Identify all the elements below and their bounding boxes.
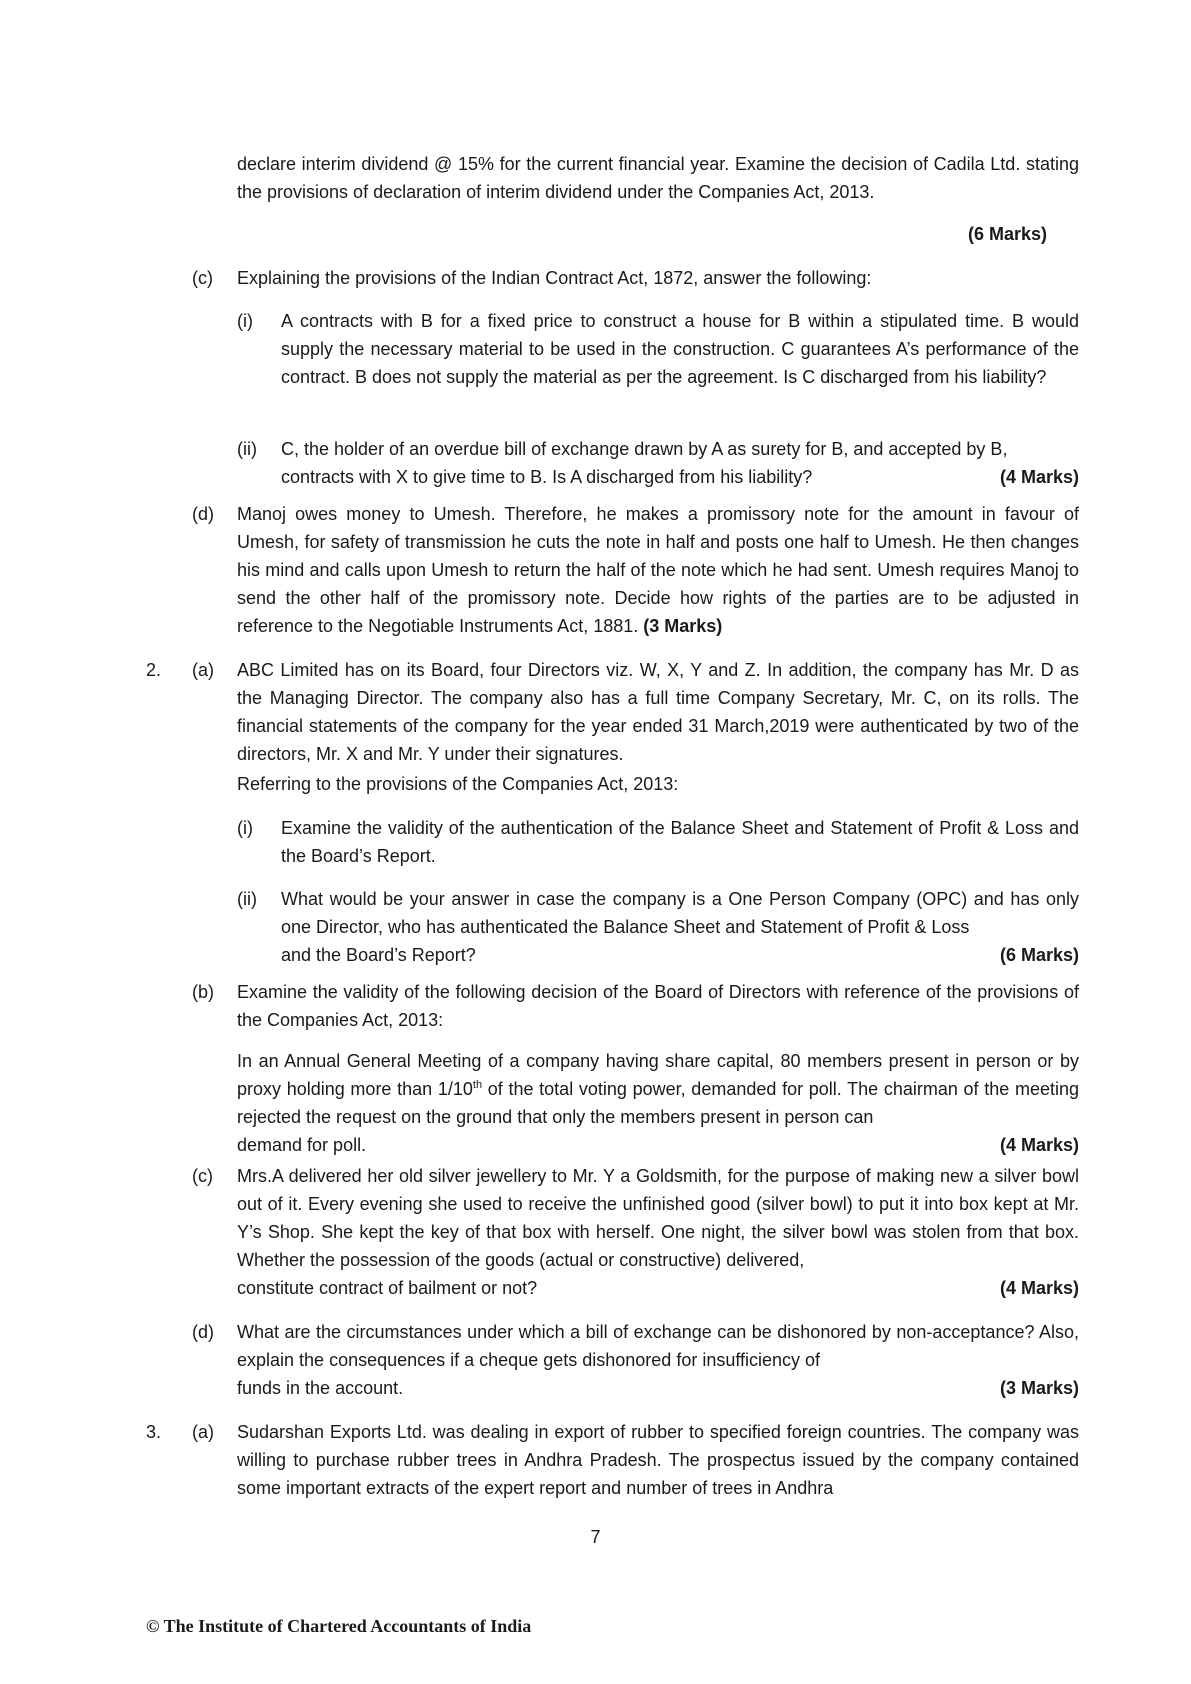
q3a-label: (a) [192,1422,214,1442]
q2b-sup: th [472,1079,483,1091]
q2c-label: (c) [192,1166,213,1186]
q3a-text: Sudarshan Exports Ltd. was dealing in export of rubber to specified foreign countries. The company was willing to purchase rubber trees in Andhra Pradesh. The prospectus issued by the company contained some important extracts of the expert report and number of trees in Andhra [237,1422,1079,1498]
q2a-ii-body [281,885,1079,969]
q2d-marks: (3 Marks) [999,1378,1079,1398]
q1c-label: (c) [192,268,213,288]
q2b-text: Examine the validity of the following decision of the Board of Directors with reference of the provisions of the Companies Act, 2013: [237,982,1079,1030]
q2b-para-b: of the total voting power, demanded for poll. The chairman of the meeting rejected the request on the ground that only the members present in person can [237,1079,1079,1127]
q1d-body [237,500,1079,640]
q1c-i-text: A contracts with B for a fixed price to construct a house for B within a stipulated time. B would supply the necessary material to be used in the construction. C guarantees A’s performance of the contract. B does not supply the material as per the agreement. Is C discharged from his liability? [281,311,1079,387]
q1c-ii-text-tail: contracts with X to give time to B. Is A discharged from his liability? [281,467,813,487]
q2d-text: What are the circumstances under which a bill of exchange can be dishonored by non-acceptance? Also, explain the consequences if a cheque gets dishonored for insufficiency of [237,1322,1079,1370]
q2a-i-label: (i) [237,818,253,838]
q2a-ii-tail-line [281,941,1079,969]
q2c-text: Mrs.A delivered her old silver jewellery to Mr. Y a Goldsmith, for the purpose of making new a silver bowl out of it. Every evening she used to receive the unfinished good (silver bowl) to put it into box kept at Mr. Y’s Shop. She kept the key of that box with herself. One night, the silver bowl was stolen from that box. Whether the possession of the goods (actual or constructive) delivered, [237,1166,1079,1270]
q2a-ii-marks: (6 Marks) [999,945,1079,965]
q2a-label: (a) [192,660,214,680]
q3-number: 3. [146,1422,162,1442]
q2-number: 2. [146,660,162,680]
q1c-ii-label: (ii) [237,439,257,459]
q1d-label: (d) [192,504,214,524]
q1d-text: Manoj owes money to Umesh. Therefore, he makes a promissory note for the amount in favour of Umesh, for safety of transmission he cuts the note in half and posts one half to Umesh. He then changes his mind and calls upon Umesh to return the half of the note which he had sent. Umesh requires Manoj to send the other half of the promissory note. Decide how rights of the parties are to be adjusted in reference to the Negotiable Instruments Act, 1881. [237,504,1079,636]
q2c-text-tail: constitute contract of bailment or not? [237,1278,538,1298]
footer-copyright: © The Institute of Chartered Accountants of India [146,1616,532,1636]
q2b-para-tail: demand for poll. [237,1135,367,1155]
q2a-ii-text-tail: and the Board’s Report? [281,945,476,965]
q2c-tail-line [237,1274,1079,1302]
q1c-ii-tail-line [281,463,1079,491]
q2d-tail-line [237,1374,1079,1402]
q2b-tail-line [237,1131,1079,1159]
q2b-para-a: In an Annual General Meeting of a company having share capital, 80 members present in person or by proxy holding more than 1/10 [237,1051,1079,1099]
q1c-ii-marks: (4 Marks) [999,467,1079,487]
q2b-scenario [237,1047,1079,1159]
continuation-text: declare interim dividend @ 15% for the current financial year. Examine the decision of Cadila Ltd. stating the provisions of declaration of interim dividend under the Companies Act, 2013. [237,154,1079,202]
q2d-body [237,1318,1079,1402]
q2a-ii-text: What would be your answer in case the company is a One Person Company (OPC) and has only one Director, who has authenticated the Balance Sheet and Statement of Profit & Loss [281,889,1079,937]
q2b-scenario-main [237,1047,1079,1131]
q2a-ii-label: (ii) [237,889,257,909]
q1c-ii-text: C, the holder of an overdue bill of exchange drawn by A as surety for B, and accepted by B, [281,439,1008,459]
q1d-marks: (3 Marks) [643,616,723,636]
q2c-marks: (4 Marks) [999,1278,1079,1298]
q2a-ref: Referring to the provisions of the Companies Act, 2013: [237,774,679,794]
continuation-marks: (6 Marks) [967,224,1047,244]
q2b-marks: (4 Marks) [999,1135,1079,1155]
q2a-text: ABC Limited has on its Board, four Directors viz. W, X, Y and Z. In addition, the company has Mr. D as the Managing Director. The company also has a full time Company Secretary, Mr. C, on its rolls. The financial statements of the company for the year ended 31 March,2019 were authenticated by two of the directors, Mr. X and Mr. Y under their signatures. [237,660,1079,764]
q2d-text-tail: funds in the account. [237,1378,404,1398]
q2b-label: (b) [192,982,214,1002]
q1c-ii-body [281,435,1079,491]
q2a-i-text: Examine the validity of the authentication of the Balance Sheet and Statement of Profit & Loss and the Board’s Report. [281,818,1079,866]
q2d-label: (d) [192,1322,214,1342]
q1c-intro: Explaining the provisions of the Indian Contract Act, 1872, answer the following: [237,268,872,288]
q1c-i-label: (i) [237,311,253,331]
q2c-body [237,1162,1079,1302]
page-number: 7 [590,1527,601,1547]
